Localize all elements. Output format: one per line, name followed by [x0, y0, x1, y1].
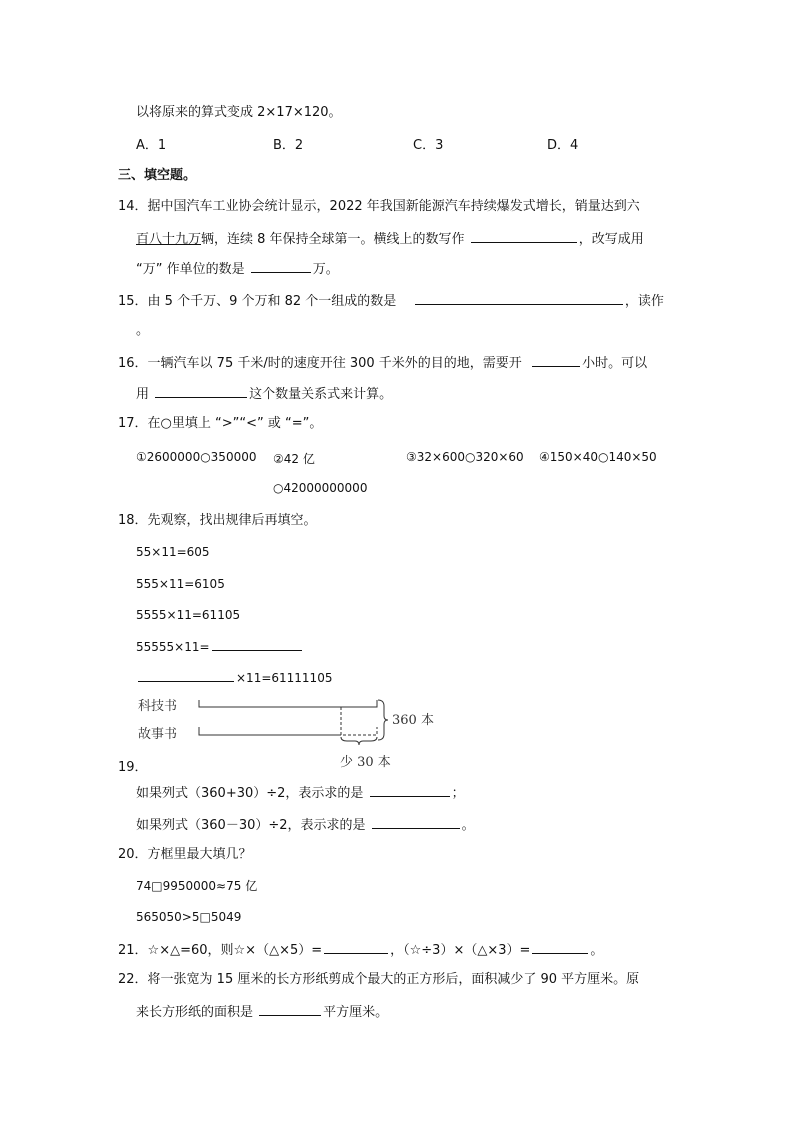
q14-text: 万。: [312, 262, 339, 277]
science-books-bar: [199, 700, 377, 707]
q17-item-4: ④150×40○140×50: [539, 450, 657, 464]
q16-line2: [136, 384, 392, 404]
q15-line1: [118, 291, 664, 311]
q19-text: 如果列式（360－30）÷2，表示求的是: [136, 818, 366, 833]
q18-eq-3: 5555×11=61105: [136, 608, 241, 622]
q16-text: 这个数量关系式来计算。: [249, 387, 393, 402]
q19-text: 如果列式（360+30）÷2，表示求的是: [136, 786, 364, 801]
q13-tail: 以将原来的算式变成 2×17×120。: [136, 105, 342, 120]
q18-title: 18．先观察，找出规律后再填空。: [118, 513, 317, 528]
q18-eq-1: 55×11=605: [136, 545, 210, 559]
q17-item-3: ③32×600○320×60: [406, 450, 524, 464]
q19-number: 19．: [118, 760, 148, 775]
answer-blank[interactable]: [532, 353, 580, 367]
q15-text: 15．由 5 个千万、9 个万和 82 个一组成的数是: [118, 294, 397, 309]
q21: [118, 940, 603, 960]
q20-line2: 565050>5□5049: [136, 910, 242, 924]
q16-line1: [118, 353, 647, 373]
answer-blank[interactable]: [212, 637, 302, 651]
q21-text: 21．☆×△=60，则☆×（△×5）=: [118, 943, 323, 958]
q14-text: “万” 作单位的数是: [136, 262, 245, 277]
q18-eq-5: [136, 668, 332, 687]
q14-line1: 14．据中国汽车工业协会统计显示，2022 年我国新能源汽车持续爆发式增长，销量达到六: [118, 199, 640, 214]
q20-line1: 74□9950000≈75 亿: [136, 879, 258, 893]
underlined-number: 百八十九万: [136, 232, 202, 247]
total-brace: [378, 700, 388, 740]
q16-text: 用: [136, 387, 150, 402]
q18-eq-2: 555×11=6105: [136, 577, 225, 591]
answer-blank[interactable]: [251, 259, 311, 273]
section-title: 三、填空题。: [118, 168, 197, 183]
dashed-difference: [341, 707, 377, 735]
q19-text: 。: [461, 818, 475, 833]
q14-line3: [136, 259, 339, 279]
q18-eq-4: [136, 637, 304, 656]
answer-blank[interactable]: [372, 815, 460, 829]
option-a: A．1: [136, 138, 167, 153]
q16-text: 小时。可以: [582, 356, 648, 371]
q19-line1: [136, 783, 465, 803]
q22-text: 来长方形纸的面积是: [136, 1005, 254, 1020]
q14-line2: [136, 229, 644, 249]
difference-label: 少 30 本: [340, 755, 391, 770]
answer-blank[interactable]: [370, 783, 450, 797]
q17-item-1: ①2600000○350000: [136, 450, 257, 464]
answer-blank[interactable]: [471, 229, 577, 243]
q18-text: 55555×11=: [136, 640, 210, 654]
answer-blank[interactable]: [415, 291, 623, 305]
q19-text: ；: [451, 786, 465, 801]
q15-text: ，读作: [624, 294, 664, 309]
answer-blank[interactable]: [324, 940, 388, 954]
q22-text: 平方厘米。: [323, 1005, 389, 1020]
q20-title: 20．方框里最大填几？: [118, 847, 252, 862]
q14-text: ，改写成用: [578, 232, 644, 247]
answer-blank[interactable]: [138, 668, 234, 682]
q17-item-2: ②42 亿: [273, 452, 315, 466]
label-story-books: 故事书: [138, 727, 178, 742]
q19-line2: [136, 815, 475, 835]
q14-text: 辆，连续 8 年保持全球第一。横线上的数写作: [201, 232, 465, 247]
answer-blank[interactable]: [532, 940, 588, 954]
q21-text: ，（☆÷3）×（△×3）=: [390, 943, 531, 958]
q17-title: 17．在○里填上 “>”“<” 或 “=”。: [118, 416, 323, 431]
q15-line2: 。: [136, 323, 150, 338]
option-b: B．2: [273, 138, 304, 153]
q17-item-2-cont: ○42000000000: [273, 481, 368, 495]
option-d: D．4: [547, 138, 579, 153]
label-science-books: 科技书: [138, 699, 178, 714]
difference-brace: [341, 737, 377, 745]
q21-text: 。: [590, 943, 604, 958]
q16-text: 16．一辆汽车以 75 千米/时的速度开往 300 千米外的目的地，需要开: [118, 356, 522, 371]
option-c: C．3: [413, 138, 444, 153]
q18-text: ×11=61111105: [236, 671, 333, 685]
story-books-bar: [199, 727, 341, 735]
q22-line1: 22．将一张宽为 15 厘米的长方形纸剪成个最大的正方形后，面积减少了 90 平方厘米。原: [118, 972, 640, 987]
q22-line2: [136, 1002, 388, 1022]
answer-blank[interactable]: [259, 1002, 321, 1016]
answer-blank[interactable]: [155, 384, 247, 398]
q19-line-diagram: [120, 692, 460, 772]
total-label: 360 本: [392, 713, 434, 728]
